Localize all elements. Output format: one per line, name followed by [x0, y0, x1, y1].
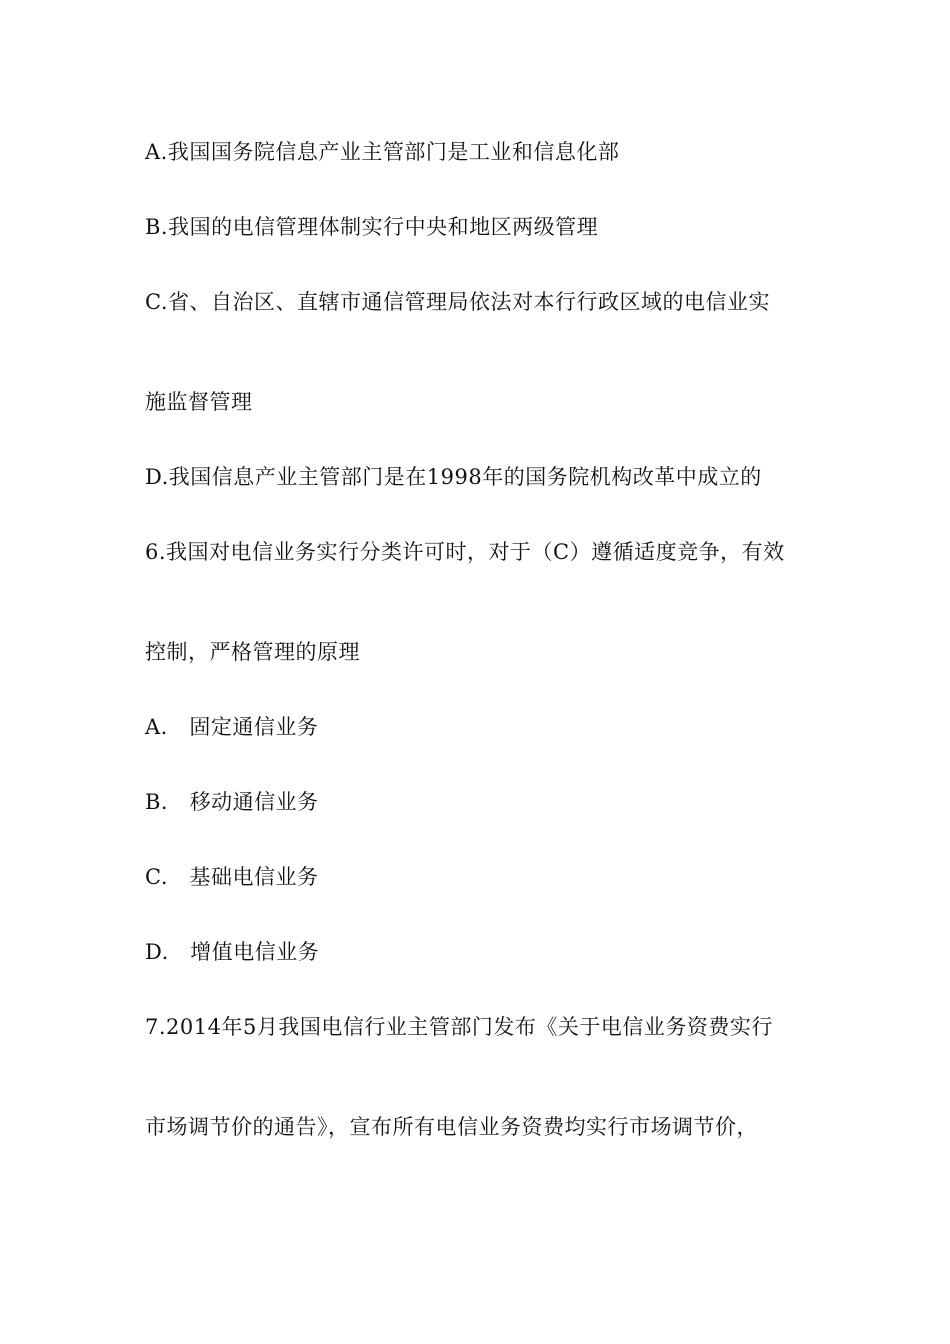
- question-6-option-a: A. 固定通信业务: [145, 715, 319, 739]
- option-b-text: B.我国的电信管理体制实行中央和地区两级管理: [145, 215, 599, 239]
- option-a-text: A.我国国务院信息产业主管部门是工业和信息化部: [145, 140, 620, 164]
- question-6-option-d: D. 增值电信业务: [145, 940, 320, 964]
- question-6-text-line-1: 6.我国对电信业务实行分类许可时，对于（C）遵循适度竞争，有效: [145, 540, 785, 564]
- question-6-option-b: B. 移动通信业务: [145, 790, 319, 814]
- question-6-option-c: C. 基础电信业务: [145, 865, 319, 889]
- question-7-text-line-1: 7.2014年5月我国电信行业主管部门发布《关于电信业务资费实行: [145, 1015, 773, 1039]
- question-7-text-line-2: 市场调节价的通告》，宣布所有电信业务资费均实行市场调节价，: [145, 1115, 758, 1139]
- option-c-text-line-2: 施监督管理: [145, 390, 253, 414]
- option-d-text: D.我国信息产业主管部门是在1998年的国务院机构改革中成立的: [145, 465, 762, 489]
- option-c-text-line-1: C.省、自治区、直辖市通信管理局依法对本行行政区域的电信业实: [145, 290, 770, 314]
- question-6-text-line-2: 控制，严格管理的原理: [145, 640, 360, 664]
